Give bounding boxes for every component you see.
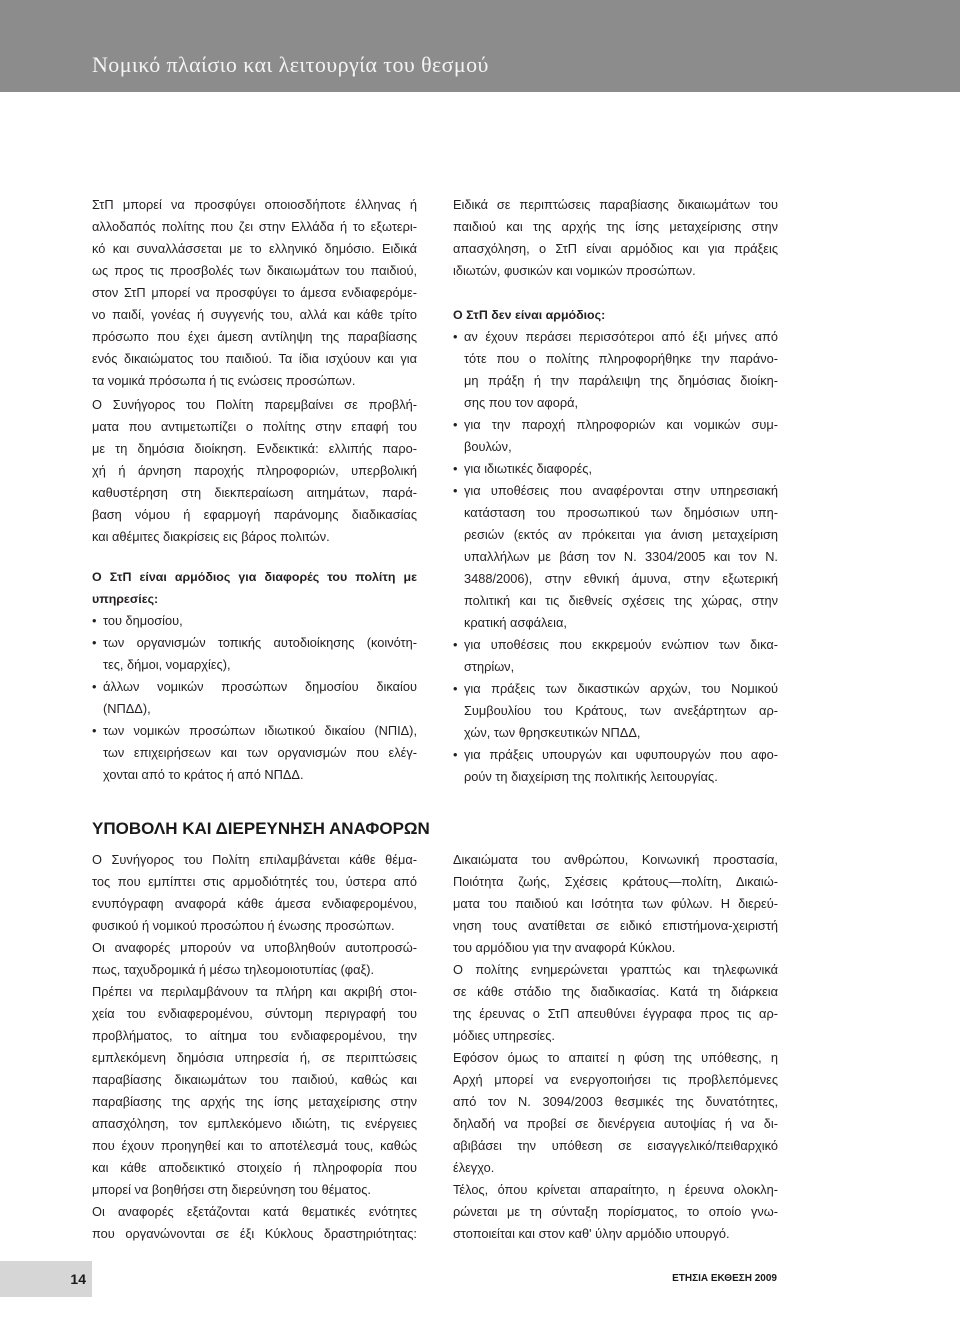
text-line: φυσικού ή νομικού προσώπου ή ένωσης προσώπων. <box>92 918 395 933</box>
text-line: καθυστέρηση στη διεκπεραίωση αιτημάτων, παρά- <box>92 485 417 500</box>
text-line: έλεγχο. <box>453 1160 495 1175</box>
paragraph <box>92 981 417 1201</box>
paragraph <box>92 1201 417 1245</box>
bullet-item <box>92 676 417 720</box>
text-line: • για υποθέσεις που εκκρεμούν ενώπιον των δικα- <box>464 637 778 652</box>
text-line: • αν έχουν περάσει περισσότεροι από έξι μήνες από <box>464 329 778 344</box>
text-line: ενός δικαιώματος του παιδιού. Τα ίδια ισχύουν και για <box>92 351 417 366</box>
column-top-left <box>92 194 417 786</box>
section-heading: ΥΠΟΒΟΛΗ ΚΑΙ ΔΙΕΡΕΥΝΗΣΗ ΑΝΑΦΟΡΩΝ <box>92 819 430 838</box>
text-line: τότε που ο πολίτης πληροφορήθηκε την παράνο- <box>464 351 778 366</box>
text-line: ενυπόγραφη αναφορά κάθε άμεσα ενδιαφερομένου, <box>92 896 417 911</box>
text-line: χών, των θρησκευτικών ΝΠΔΔ, <box>464 725 641 740</box>
paragraph <box>453 849 778 959</box>
text-line: Δικαιώματα του ανθρώπου, Κοινωνική προστασία, <box>453 852 778 867</box>
bullet-item <box>453 634 778 678</box>
text-line: χονται από το κράτος ή από ΝΠΔΔ. <box>103 767 304 782</box>
text-line: απασχόληση, τον εμπλεκόμενο ιδιώτη, τις ενέργειες <box>92 1116 417 1131</box>
page-title: Νομικό πλαίσιο και λειτουργία του θεσμού <box>92 52 489 77</box>
text-line: νηση τους ανατίθεται σε ειδικό επιστήμονα-χειριστή <box>453 918 778 933</box>
text-line: • για ιδιωτικές διαφορές, <box>464 461 593 476</box>
text-line: μόδιες υπηρεσίες. <box>453 1028 555 1043</box>
text-line: ρώνεται με τη σύνταξη πορίσματος, το οποίο γνω- <box>453 1204 778 1219</box>
text-line: • για πράξεις των δικαστικών αρχών, του Νομικού <box>464 681 778 696</box>
text-line: κό και συναλλάσσεται με το ελληνικό δημόσιο. Ειδικά <box>92 241 417 256</box>
text-line: και κάθε αποδεικτικό στοιχείο ή πληροφορία που <box>92 1160 417 1175</box>
text-line: ρεσιών (εκτός αν πρόκειται για άνιση μεταχείριση <box>464 527 778 542</box>
text-line: εμπλεκόμενη δημόσια υπηρεσία ή, σε περιπτώσεις <box>92 1050 417 1065</box>
text-line: πρόσωπο που έχει άμεση αντίληψη της παραβίασης <box>92 329 417 344</box>
text-line: βαση νόμου ή εφαρμογή παράνομης διαδικασίας <box>92 507 417 522</box>
header-band <box>0 0 960 92</box>
text-line: ως προς τις προσβολές των δικαιωμάτων του παιδιού, <box>92 263 417 278</box>
bullet-item <box>453 678 778 744</box>
text-line: Ο Συνήγορος του Πολίτη παρεμβαίνει σε προβλή- <box>92 397 417 412</box>
text-line: • για υποθέσεις που αναφέρονται στην υπηρεσιακή <box>464 483 778 498</box>
text-line: υπαλλήλων με βάση τον Ν. 3304/2005 και τον Ν. <box>464 549 778 564</box>
text-line: αβιβάσει την υπόθεση σε εισαγγελικό/πειθαρχικό <box>453 1138 778 1153</box>
text-line: • άλλων νομικών προσώπων δημοσίου δικαίου <box>103 679 417 694</box>
subheading <box>92 566 417 610</box>
text-line: χεία του ενδιαφερομένου, σύντομη περιγραφή του <box>92 1006 417 1021</box>
bullet-item <box>92 610 417 632</box>
text-line: Εφόσον όμως το απαιτεί η φύση της υπόθεσης, η <box>453 1050 778 1065</box>
text-line: παραβίασης δικαιωμάτων του παιδιού, καθώς και <box>92 1072 417 1087</box>
text-line: Συμβουλίου του Κράτους, των ανεξάρτητων αρ- <box>464 703 778 718</box>
text-line: ματα που αντιμετωπίζει ο πολίτης στην επαφή του <box>92 419 417 434</box>
text-line: κατάσταση του προσωπικού των δημόσιων υπη- <box>464 505 778 520</box>
text-line: Ποιότητα ζωής, Σχέσεις κράτους—πολίτη, Δικαιώ- <box>453 874 778 889</box>
text-line: με τη δημόσια διοίκηση. Ενδεικτικά: ελλιπής παρο- <box>92 441 417 456</box>
text-line: 3488/2006), στην εθνική άμυνα, στην εξωτερική <box>464 571 778 586</box>
column-bottom-right <box>453 849 778 1245</box>
paragraph <box>92 194 417 392</box>
paragraph <box>92 937 417 981</box>
text-line: υπηρεσίες: <box>92 592 159 606</box>
text-line: χή ή άρνηση παροχής πληροφοριών, υπερβολική <box>92 463 417 478</box>
text-line: μπορεί να βοηθήσει στη διερεύνηση του θέματος. <box>92 1182 371 1197</box>
text-line: κρατική ασφάλεια, <box>464 615 567 630</box>
bullet-item <box>92 720 417 786</box>
text-line: Αρχή μπορεί να ενεργοποιήσει τις προβλεπόμενες <box>453 1072 778 1087</box>
text-line: • για την παροχή πληροφοριών και νομικών συμ- <box>464 417 778 432</box>
bullet-item <box>453 744 778 788</box>
text-line: Οι αναφορές μπορούν να υποβληθούν αυτοπροσώ- <box>92 940 417 955</box>
bullet-item <box>453 414 778 458</box>
text-line: που οργανώνονται σε έξι Κύκλους δραστηριότητας: <box>92 1226 417 1241</box>
text-line: τες, δήμοι, νομαρχίες), <box>103 657 231 672</box>
text-line: και αθέμιτες διακρίσεις εις βάρος πολιτών. <box>92 529 330 544</box>
text-line: • των οργανισμών τοπικής αυτοδιοίκησης (κοινότη- <box>103 635 417 650</box>
text-line: Ο ΣτΠ δεν είναι αρμόδιος: <box>453 308 606 322</box>
text-line: στηρίων, <box>464 659 515 674</box>
text-line: ιδιωτών, φυσικών και νομικών προσώπων. <box>453 263 696 278</box>
text-line: Ο ΣτΠ είναι αρμόδιος για διαφορές του πολίτη με <box>92 570 417 584</box>
text-line: ματα του παιδιού και Ισότητα των φύλων. Η διερεύ- <box>453 896 778 911</box>
text-line: στοποιείται και στον καθ' ύλην αρμόδιο υπουργό. <box>453 1226 730 1241</box>
text-line: μη πράξη ή την παράλειψη της δημόσιας διοίκη- <box>464 373 778 388</box>
bullet-item <box>453 480 778 634</box>
bullet-item <box>453 458 778 480</box>
text-line: ρούν τη διαχείριση της πολιτικής λειτουργίας. <box>464 769 718 784</box>
page-number-box <box>0 1261 92 1297</box>
text-line: αλλοδαπός πολίτης που ζει στην Ελλάδα ή το εξωτερι- <box>92 219 417 234</box>
text-line: τος που εμπίπτει στις αρμοδιότητές του, ύστερα από <box>92 874 417 889</box>
text-line: σε κάθε στάδιο της διαδικασίας. Κατά τη διάρκεια <box>453 984 778 999</box>
text-line: προβλήματος, το αίτημα του ενδιαφερομένου, την <box>92 1028 417 1043</box>
text-line: των επιχειρήσεων και των οργανισμών που ελέγ- <box>103 745 417 760</box>
paragraph <box>453 1179 778 1245</box>
text-line: του αρμόδιου για την αναφορά Κύκλου. <box>453 940 676 955</box>
text-line: παραβίασης της αρχής της ίσης μεταχείρισης στην <box>92 1094 417 1109</box>
text-line: από τον Ν. 3094/2003 θεσμικές της δυνατότητες, <box>453 1094 778 1109</box>
text-line: που έχουν προηγηθεί και το αποτέλεσμά τους, καθώς <box>92 1138 417 1153</box>
text-line: ΣτΠ μπορεί να προσφύγει οποιοσδήποτε έλληνας ή <box>92 197 417 212</box>
text-line: δηλαδή να προβεί σε διενέργεια αυτοψίας ή να δι- <box>453 1116 778 1131</box>
text-line: απασχόληση, ο ΣτΠ είναι αρμόδιος και για πράξεις <box>453 241 778 256</box>
paragraph <box>453 1047 778 1179</box>
paragraph <box>92 849 417 937</box>
text-line: • των νομικών προσώπων ιδιωτικού δικαίου (ΝΠΙΔ), <box>103 723 417 738</box>
column-top-right <box>453 194 778 788</box>
text-line: της έρευνας ο ΣτΠ απευθύνει έγγραφα προς τις αρ- <box>453 1006 778 1021</box>
subheading <box>453 304 778 326</box>
text-line: σης που τον αφορά, <box>464 395 579 410</box>
column-bottom-left <box>92 849 417 1245</box>
paragraph <box>453 959 778 1047</box>
text-line: Τέλος, όπου κρίνεται απαραίτητο, η έρευνα ολοκλη- <box>453 1182 778 1197</box>
text-line: τα νομικά πρόσωπα ή τις ενώσεις προσώπων. <box>92 373 356 388</box>
text-line: Ο Συνήγορος του Πολίτη επιλαμβάνεται κάθε θέμα- <box>92 852 417 867</box>
paragraph <box>92 394 417 548</box>
bullet-item <box>92 632 417 676</box>
paragraph <box>453 194 778 282</box>
bullet-item <box>453 326 778 414</box>
text-line: πως, ταχυδρομικά ή μέσω τηλεομοιοτυπίας (φαξ). <box>92 962 375 977</box>
text-line: • του δημοσίου, <box>103 613 183 628</box>
text-line: βουλών, <box>464 439 512 454</box>
text-line: Ειδικά σε περιπτώσεις παραβίασης δικαιωμάτων του <box>453 197 778 212</box>
text-line: στον ΣτΠ μπορεί να προσφύγει το άμεσα ενδιαφερόμε- <box>92 285 417 300</box>
text-line: Ο πολίτης ενημερώνεται γραπτώς και τηλεφωνικά <box>453 962 778 977</box>
text-line: νο παιδί, γονέας ή συγγενής του, αλλά και κάθε τρίτο <box>92 307 417 322</box>
page-number: 14 <box>70 1271 86 1287</box>
text-line: Οι αναφορές εξετάζονται κατά θεματικές ενότητες <box>92 1204 417 1219</box>
text-line: πολιτική και τις διεθνείς σχέσεις της χώρας, στην <box>464 593 778 608</box>
text-line: Πρέπει να περιλαμβάνουν τα πλήρη και ακριβή στοι- <box>92 984 417 999</box>
publication-title: ΕΤΗΣΙΑ ΕΚΘΕΣΗ 2009 <box>672 1273 777 1284</box>
text-line: • για πράξεις υπουργών και υφυπουργών που αφο- <box>464 747 778 762</box>
text-line: παιδιού και της αρχής της ίσης μεταχείρισης στην <box>453 219 778 234</box>
text-line: (ΝΠΔΔ), <box>103 701 151 716</box>
